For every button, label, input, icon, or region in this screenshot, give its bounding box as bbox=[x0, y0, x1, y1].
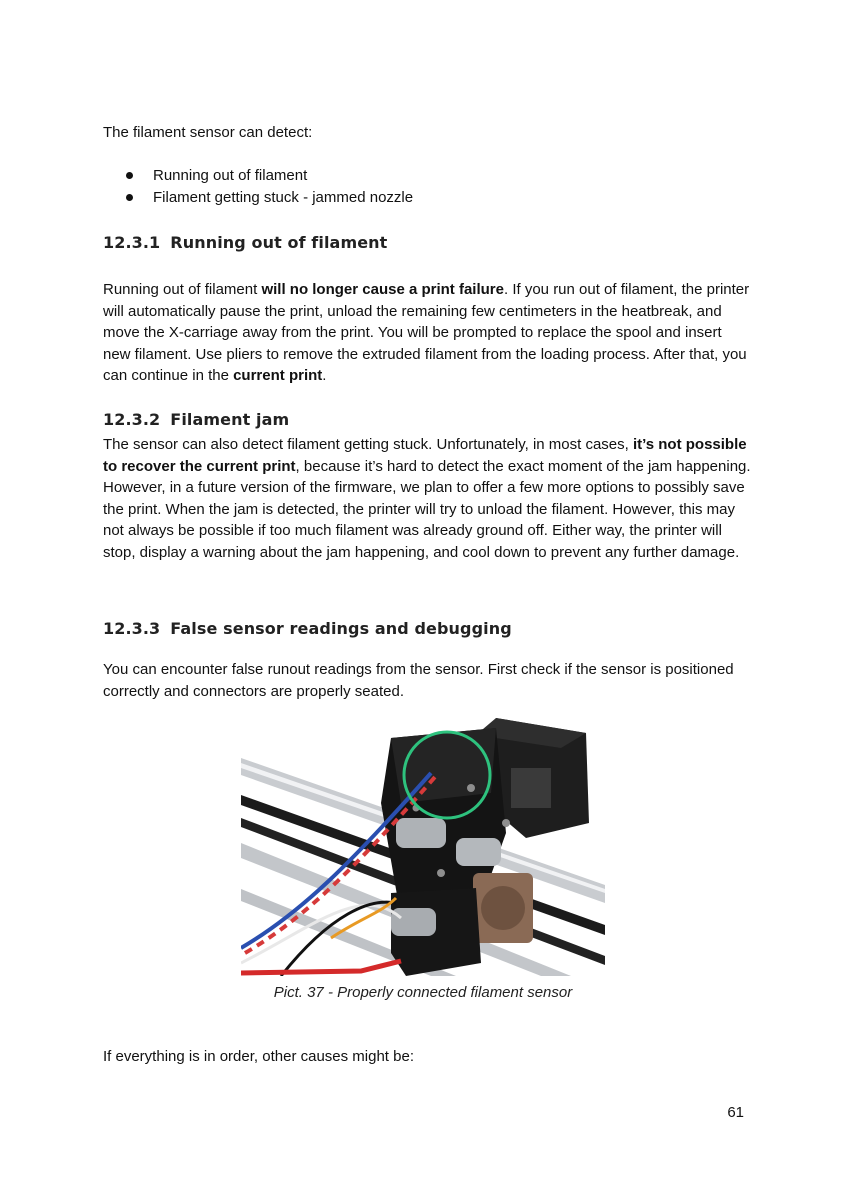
intro-text: The filament sensor can detect: bbox=[103, 124, 313, 141]
section-heading-running-out: 12.3.1 Running out of filament bbox=[103, 233, 388, 252]
figure-caption: Pict. 37 - Properly connected filament sensor bbox=[273, 984, 573, 1001]
detect-list bbox=[126, 165, 413, 208]
list-item: Filament getting stuck - jammed nozzle bbox=[126, 187, 413, 209]
closing-text: If everything is in order, other causes might be: bbox=[103, 1048, 414, 1065]
section-heading-filament-jam: 12.3.2 Filament jam bbox=[103, 410, 290, 429]
bullet-icon bbox=[126, 194, 133, 201]
paragraph-false-readings: You can encounter false runout readings from the sensor. First check if the sensor is positioned correctly and connectors are properly seated. bbox=[103, 661, 734, 700]
extruder-photo bbox=[241, 713, 605, 976]
list-item: Running out of filament bbox=[126, 165, 413, 187]
bullet-icon bbox=[126, 172, 133, 179]
section-heading-false-readings: 12.3.3 False sensor readings and debugging bbox=[103, 619, 512, 638]
paragraph-running-out: Running out of filament will no longer cause a print failure. If you run out of filament, the printer will automatically pause the print, unload the remaining few centimeters in the heatbreak, and move the X-carriage away from the print. You will be prompted to replace the spool and insert new filament. Use pliers to remove the extruded filament from the loading process. After that, you can continue in the current print. bbox=[103, 281, 750, 384]
page-number: 61 bbox=[727, 1104, 744, 1121]
paragraph-filament-jam: The sensor can also detect filament getting stuck. Unfortunately, in most cases, it’s not possible to recover the current print, because it’s hard to detect the exact moment of the jam happening. However, in a future version of the firmware, we plan to offer a few more options to possibly save the print. When the jam is detected, the printer will try to unload the filament. However, this may not always be possible if too much filament was already ground off. Either way, the printer will stop, display a warning about the jam happening, and cool down to prevent any further damage. bbox=[103, 436, 751, 561]
